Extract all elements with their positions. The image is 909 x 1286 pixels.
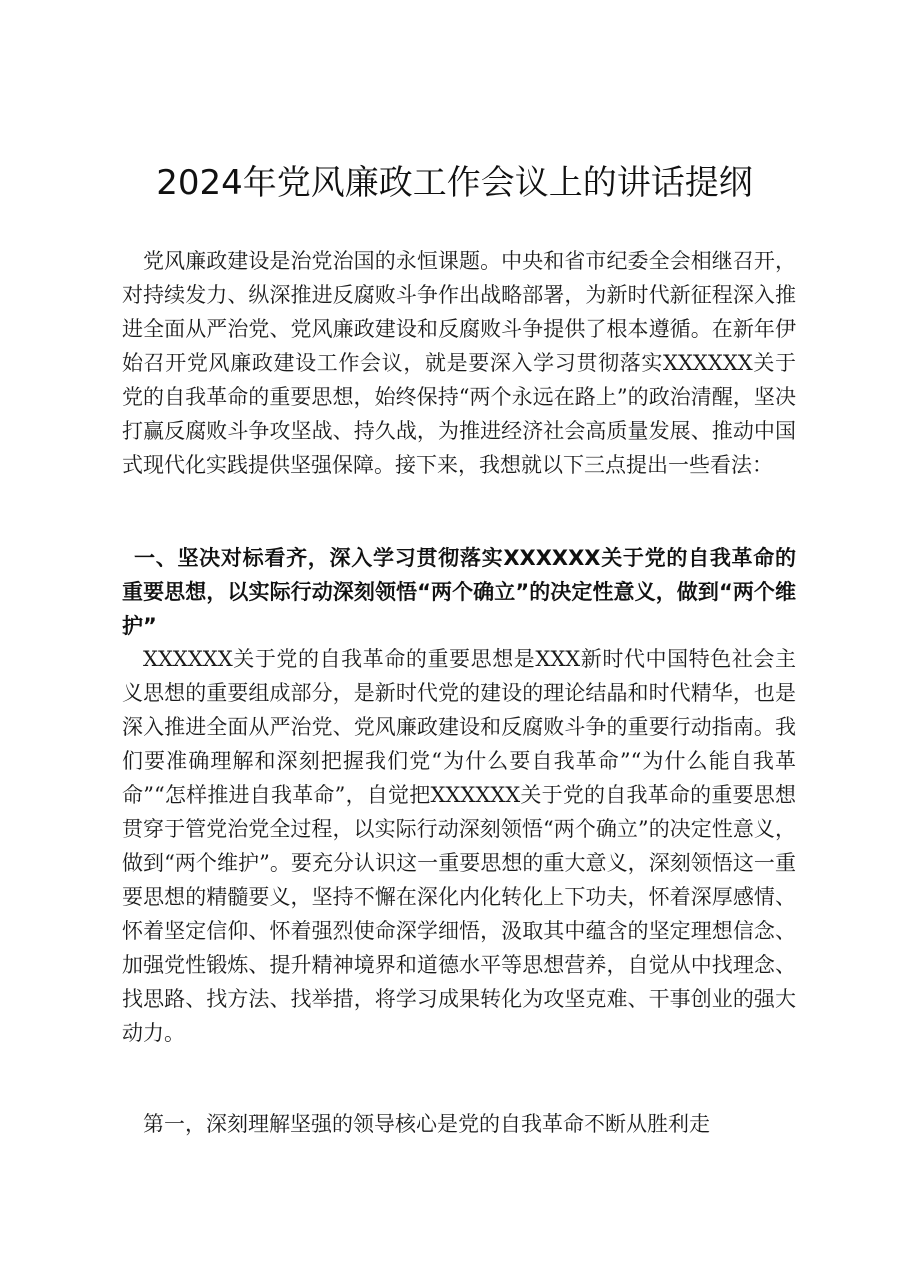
section-1-paragraph: XXXXXX关于党的自我革命的重要思想是XXX新时代中国特色社会主义思想的重要组成部分，是新时代党的建设的理论结晶和时代精华，也是深入推进全面从严治党、党风廉政建设和反腐败斗争的重要行动指南。我们要准确理解和深刻把握我们党“为什么要自我革命”“为什么能自我革命”“怎样推进自我革命”，自觉把XXXXXX关于党的自我革命的重要思想贯穿于管党治党全过程，以实际行动深刻领悟“两个确立”的决定性意义，做到“两个维护”。要充分认识这一重要思想的重大意义，深刻领悟这一重要思想的精髓要义，坚持不懈在深化内化转化上下功夫，怀着深厚感情、怀着坚定信仰、怀着强烈使命深学细悟，汲取其中蕴含的坚定理想信念、加强党性锻炼、提升精神境界和道德水平等思想营养，自觉从中找理念、找思路、找方法、找举措，将学习成果转化为攻坚克难、干事创业的强大动力。 (122, 647, 796, 1045)
point-one-paragraph: 第一，深刻理解坚强的领导核心是党的自我革命不断从胜利走 (143, 1112, 710, 1136)
section-heading-1: 一、坚决对标看齐，深入学习贯彻落实XXXXXX关于党的自我革命的重要思想，以实际行动深刻领悟“两个确立”的决定性意义，做到“两个维护” (122, 546, 796, 638)
intro-paragraph: 党风廉政建设是治党治国的永恒课题。中央和省市纪委全会相继召开，对持续发力、纵深推进反腐败斗争作出战略部署，为新时代新征程深入推进全面从严治党、党风廉政建设和反腐败斗争提供了根本遵循。在新年伊始召开党风廉政建设工作会议，就是要深入学习贯彻落实XXXXXX关于党的自我革命的重要思想，始终保持“两个永远在路上”的政治清醒，坚决打赢反腐败斗争攻坚战、持久战，为推进经济社会高质量发展、推动中国式现代化实践提供坚强保障。接下来，我想就以下三点提出一些看法： (122, 249, 796, 477)
document-title: 2024年党风廉政工作会议上的讲话提纲 (156, 163, 753, 203)
